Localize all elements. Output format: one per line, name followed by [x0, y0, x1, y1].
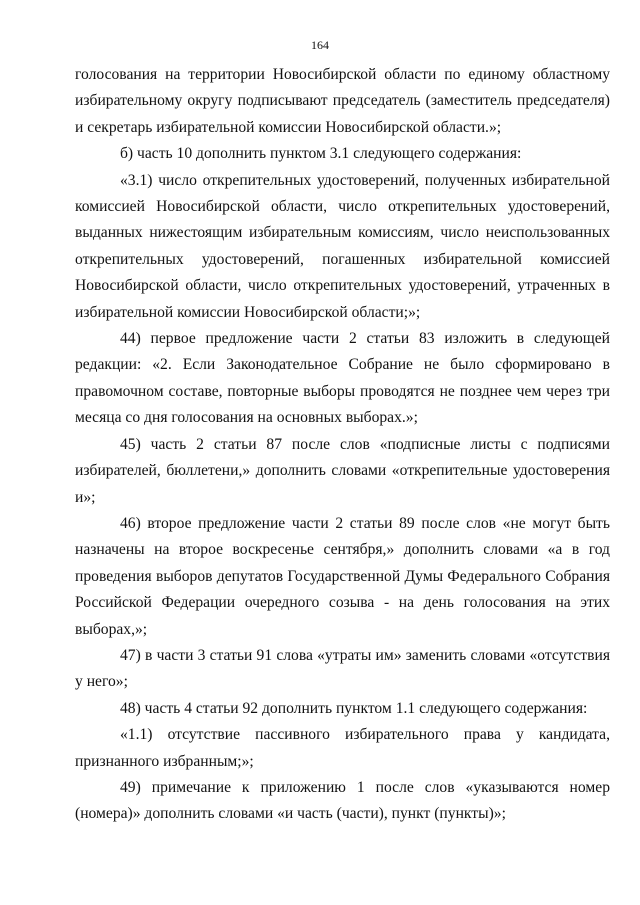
document-body — [75, 62, 610, 828]
paragraph-item-3-1: «3.1) число открепительных удостоверений, полученных избирательной комиссией Новосибирской области, число открепительных удостоверений, выданных нижестоящим избирательным комиссиям, число неиспользованных открепительных удостоверений, погашенных избирательной комиссией Новосибирской области, число открепительных удостоверений, утраченных в избирательной комиссии Новосибирской области;»; — [75, 171, 610, 321]
paragraph-item-1-1: «1.1) отсутствие пассивного избирательного права у кандидата, признанного избранным;»; — [75, 726, 610, 770]
paragraph-item-46: 46) второе предложение части 2 статьи 89 после слов «не могут быть назначены на второе воскресенье сентября,» дополнить словами «а в год проведения выборов депутатов Государственной Думы Федерального Собрания Российской Федерации очередного созыва - на день голосования на этих выборах,»; — [75, 514, 610, 638]
paragraph-item-49: 49) примечание к приложению 1 после слов «указываются номер (номера)» дополнить словами «и часть (части), пункт (пункты)»; — [75, 778, 610, 823]
paragraph-item-b: б) часть 10 дополнить пунктом 3.1 следующего содержания: — [120, 145, 522, 163]
paragraph-continuation: голосования на территории Новосибирской области по единому областному избирательному округу подписывают председатель (заместитель председателя) и секретарь избирательной комиссии Новосибирской области.»; — [75, 66, 610, 136]
paragraph-item-48: 48) часть 4 статьи 92 дополнить пунктом 1.1 следующего содержания: — [120, 699, 588, 717]
paragraph-item-47: 47) в части 3 статьи 91 слова «утраты им» заменить словами «отсутствия у него»; — [75, 646, 610, 691]
page-number: 164 — [311, 38, 329, 52]
paragraph-item-45: 45) часть 2 статьи 87 после слов «подписные листы с подписями избирателей, бюллетени,» дополнить словами «открепительные удостоверения и»; — [75, 435, 610, 506]
paragraph-item-44: 44) первое предложение части 2 статьи 83 изложить в следующей редакции: «2. Если Законодательное Собрание не было сформировано в правомочном составе, повторные выборы проводятся не позднее чем через три месяца со дня голосования на основных выборах.»; — [75, 330, 610, 427]
